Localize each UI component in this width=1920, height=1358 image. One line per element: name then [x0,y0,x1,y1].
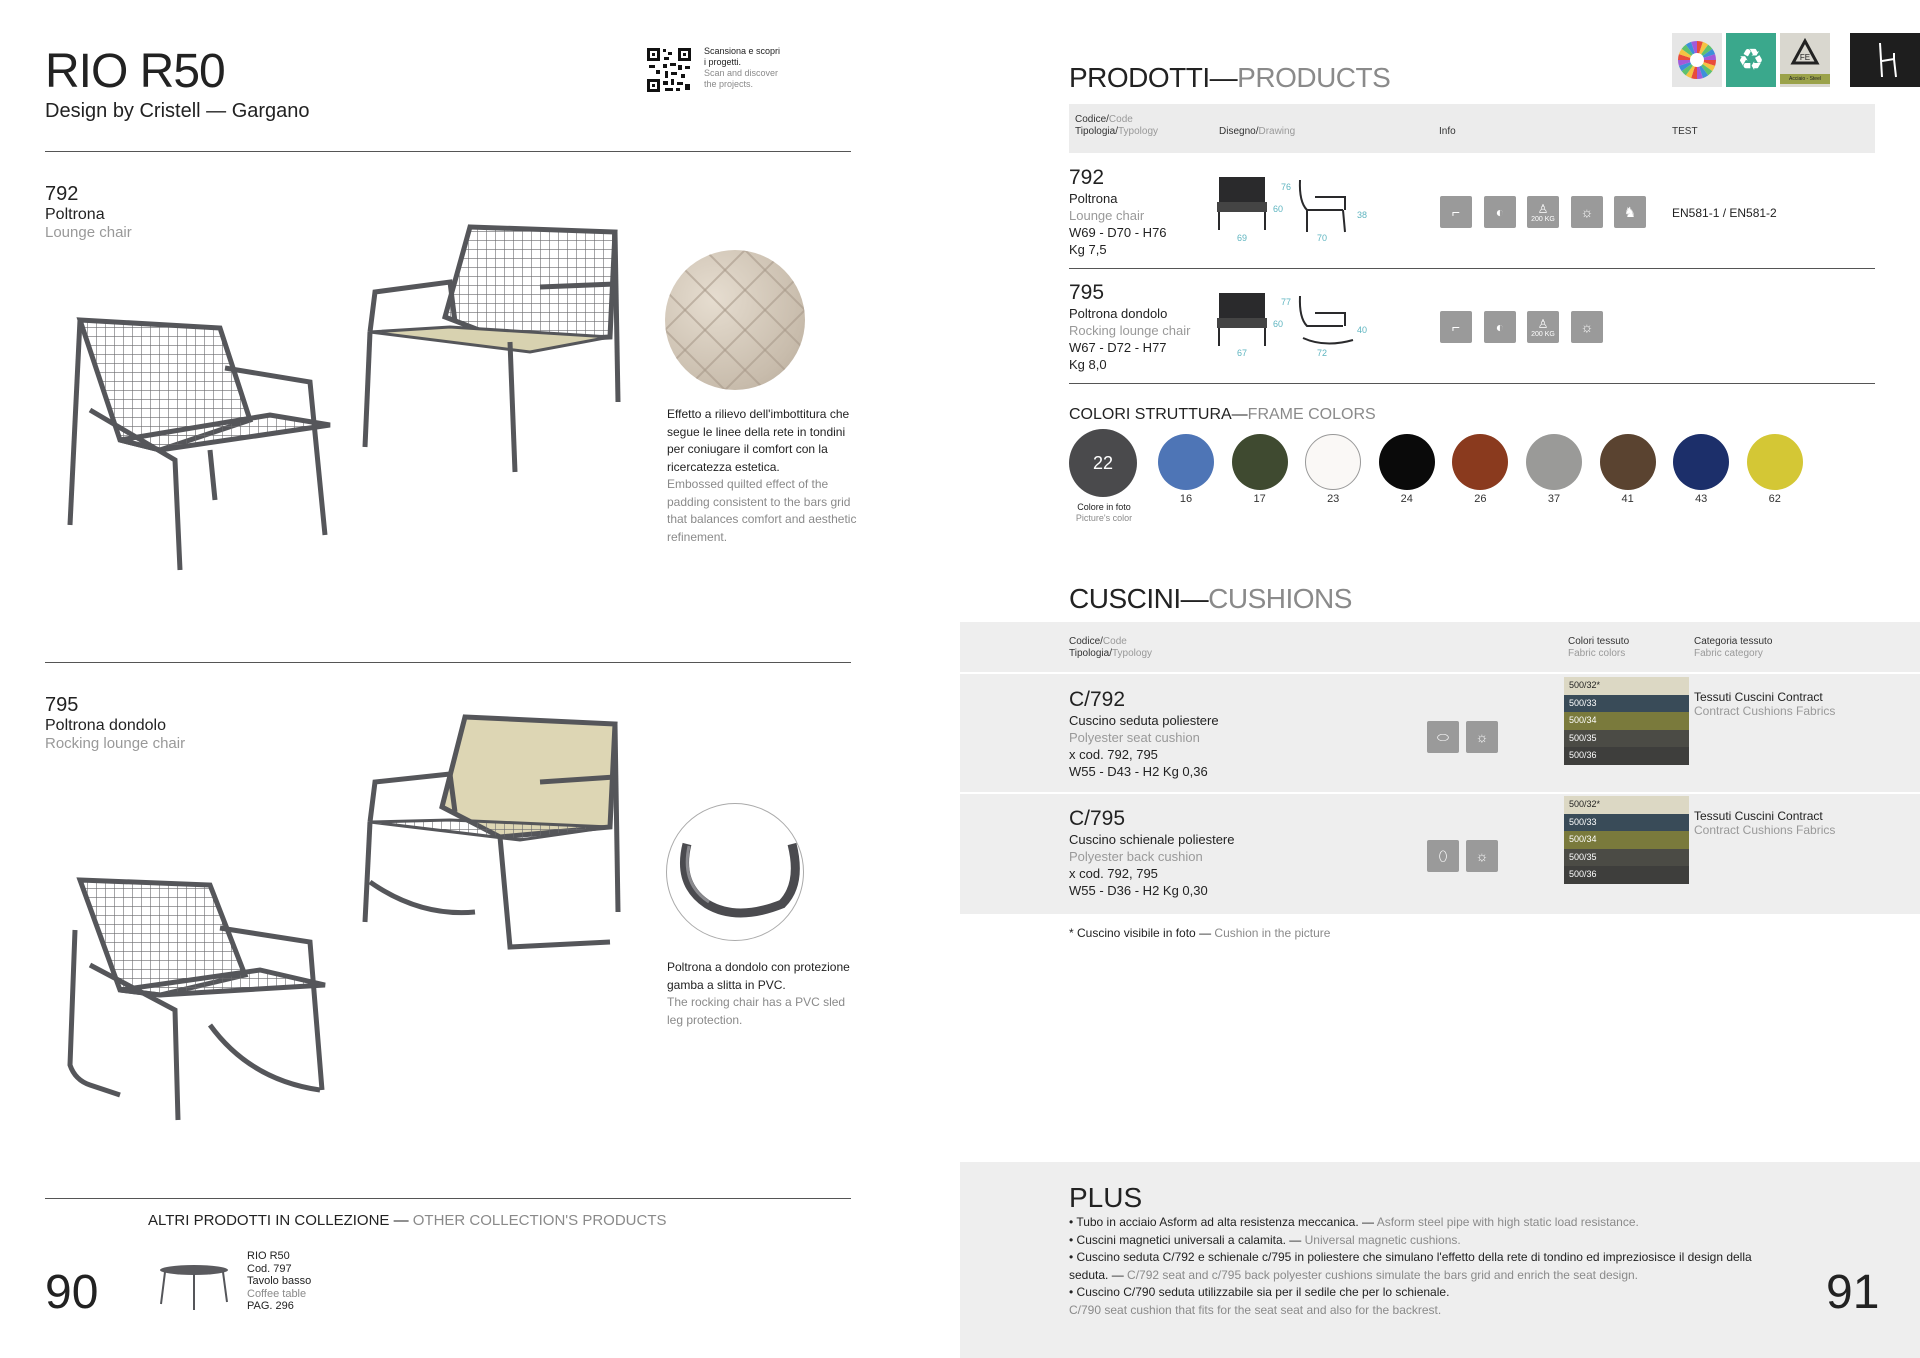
frame-color-swatch[interactable] [1526,434,1582,490]
fabric-swatch[interactable]: 500/34 [1564,712,1689,730]
products-table-header [1069,104,1875,153]
product-795-description: Poltrona a dondolo con protezione gamba a slitta in PVC. The rocking chair has a PVC sled leg protection. [667,960,850,1027]
frame-color-swatch[interactable] [1673,434,1729,490]
other-products-heading: ALTRI PRODOTTI IN COLLEZIONE — OTHER COLLECTION'S PRODUCTS [148,1212,667,1229]
fabric-swatch[interactable]: 500/36 [1564,866,1689,884]
weather-resistant-icon: ☼ [1571,311,1603,343]
frame-color-code: 17 [1253,493,1266,505]
frame-color-swatch[interactable] [1600,434,1656,490]
col-test: TEST [1672,126,1698,137]
plus-item: • Cuscino C/790 seduta utilizzabile sia per il sedile che per lo schienale. C/790 seat cushion that fits for the seat seat and also for the backrest. [1069,1285,1450,1317]
svg-text:FE: FE [1799,53,1811,62]
fabric-swatch[interactable]: 500/33 [1564,814,1689,832]
col-code-type: Codice/Code Tipologia/Typology [1075,114,1159,137]
product-795-label: 795 Poltrona dondolo Rocking lounge chair [45,694,186,752]
frame-color-swatch[interactable] [1305,434,1361,490]
rocking-chair-photo [60,870,340,1130]
quilted-detail-swatch [665,250,805,390]
fabric-swatch[interactable]: 500/32* [1564,677,1689,695]
seat-height-icon: ⌐ [1440,311,1472,343]
cushion-icon: ◐ [1484,311,1516,343]
cushion-icon: ◐ [1484,196,1516,228]
frame-color-code: 41 [1621,493,1634,505]
sled-detail-swatch [666,803,804,941]
weather-resistant-icon: ☼ [1466,840,1498,872]
row-792-test: EN581-1 / EN581-2 [1672,206,1777,220]
weather-resistant-icon: ☼ [1466,721,1498,753]
contract-use-icon: ♞ [1614,196,1646,228]
frame-color-swatch[interactable] [1379,434,1435,490]
divider [960,672,1920,674]
fabric-swatch[interactable]: 500/35 [1564,849,1689,867]
frame-color-code: 26 [1474,493,1487,505]
frame-colors-heading: COLORI STRUTTURA—FRAME COLORS [1069,406,1376,423]
color-wheel-center [1690,53,1704,67]
frame-color-code: 24 [1400,493,1413,505]
load-capacity-icon: ♙ 200 KG [1527,311,1559,343]
picture-color-caption: Colore in foto Picture's color [1075,502,1133,523]
divider [1069,383,1875,384]
frame-color-code: 43 [1695,493,1708,505]
col-drawing: Disegno/Drawing [1219,126,1296,137]
cushion-c795-info: C/795 Cuscino schienale poliestere Polyester back cushion x cod. 792, 795 W55 - D36 - H2 Kg 0,30 [1069,807,1235,898]
lounge-chair-cushion-photo [360,222,630,482]
divider [960,792,1920,794]
plus-list [1069,1214,1769,1319]
plus-item: • Cuscini magnetici universali a calamita. — Universal magnetic cushions. [1069,1232,1461,1247]
col-info: Info [1439,126,1456,137]
fabric-swatch[interactable]: 500/35 [1564,730,1689,748]
fabric-swatch[interactable]: 500/36 [1564,747,1689,765]
cush-col-code-type: Codice/Code Tipologia/Typology [1069,636,1153,659]
cushion-footnote: * Cuscino visibile in foto — Cushion in the picture [1069,926,1331,940]
cush-col-fabric-category: Categoria tessuto Fabric category [1694,636,1773,659]
fabric-swatch[interactable]: 500/33 [1564,695,1689,713]
seat-height-icon: ⌐ [1440,196,1472,228]
steel-badge: FE Acciaio - Steel [1780,33,1830,87]
row-792-info: 792 Poltrona Lounge chair W69 - D70 - H76 Kg 7,5 [1069,166,1167,257]
plus-item: • Cuscino seduta C/792 e schienale c/795 in poliestere che simulano l'effetto della rete di tondino ed impreziosisce il design della seduta. — C/792 seat and c/795 back polyester cushions simulate the bars grid and enrich the seat design. [1069,1250,1752,1282]
divider [1069,268,1875,269]
qr-caption: Scansiona e scopri i progetti. Scan and discover the projects. [704,46,781,89]
recycle-badge [1726,33,1776,87]
fabric-swatch[interactable]: 500/34 [1564,831,1689,849]
qr-code-icon[interactable] [645,46,693,94]
lounge-chair-photo [60,300,340,580]
frame-color-swatch[interactable] [1232,434,1288,490]
frame-color-code: 23 [1327,493,1340,505]
frame-color-swatch[interactable] [1747,434,1803,490]
cush-col-fabric-colors: Colori tessuto Fabric colors [1568,636,1630,659]
product-792-description: Effetto a rilievo dell'imbottitura che segue le linee della rete in tondini per coniugare il comfort con la ricercatezza estetica. Embossed quilted effect of the padding consistent to the bars grid that balances comfort and aesthetic refinement. [667,407,857,544]
cushion-c795-category: Tessuti Cuscini Contract Contract Cushions Fabrics [1694,809,1836,837]
other-product-info[interactable]: RIO R50 Cod. 797 Tavolo basso Coffee table PAG. 296 [247,1250,312,1312]
load-capacity-icon: ♙ 200 KG [1527,196,1559,228]
page-number: 91 [1826,1266,1880,1319]
cushion-c792-category: Tessuti Cuscini Contract Contract Cushions Fabrics [1694,690,1836,718]
frame-color-swatch[interactable] [1158,434,1214,490]
back-cushion-icon: ⬯ [1427,840,1459,872]
rocking-chair-cushion-photo [360,712,630,962]
weather-resistant-icon: ☼ [1571,196,1603,228]
divider [45,662,851,663]
row-792-drawing [1215,172,1375,242]
picture-color-swatch[interactable]: 22 [1069,429,1137,497]
frame-color-code: 62 [1768,493,1781,505]
chair-type-badge [1850,33,1920,87]
plus-item: • Tubo in acciaio Asform ad alta resistenza meccanica. — Asform steel pipe with high static load resistance. [1069,1215,1639,1229]
designer-credit: Design by Cristell — Gargano [45,100,310,122]
chair-outline-icon [1850,33,1920,87]
row-795-info: 795 Poltrona dondolo Rocking lounge chair W67 - D72 - H77 Kg 8,0 [1069,281,1191,372]
divider [45,1198,851,1199]
plus-heading: PLUS [1069,1182,1143,1213]
products-heading: PRODOTTI—PRODUCTS [1069,62,1391,93]
collection-title: RIO R50 [45,45,225,98]
frame-color-code: 16 [1179,493,1193,505]
product-792-label: 792 Poltrona Lounge chair [45,183,132,241]
frame-color-swatch[interactable] [1452,434,1508,490]
cushions-heading: CUSCINI—CUSHIONS [1069,583,1352,614]
page-number: 90 [45,1266,99,1319]
fabric-swatch[interactable]: 500/32* [1564,796,1689,814]
color-wheel-icon [1672,33,1722,87]
recycle-icon: ♻ [1726,33,1776,87]
color-range-badge [1672,33,1722,87]
seat-cushion-icon: ⬭ [1427,721,1459,753]
coffee-table-thumbnail[interactable] [157,1262,232,1312]
divider [45,151,851,152]
frame-color-code: 37 [1547,493,1561,505]
steel-recycle-icon [1780,33,1830,73]
cushion-c792-info: C/792 Cuscino seduta poliestere Polyester seat cushion x cod. 792, 795 W55 - D43 - H2 Kg 0,36 [1069,688,1219,779]
